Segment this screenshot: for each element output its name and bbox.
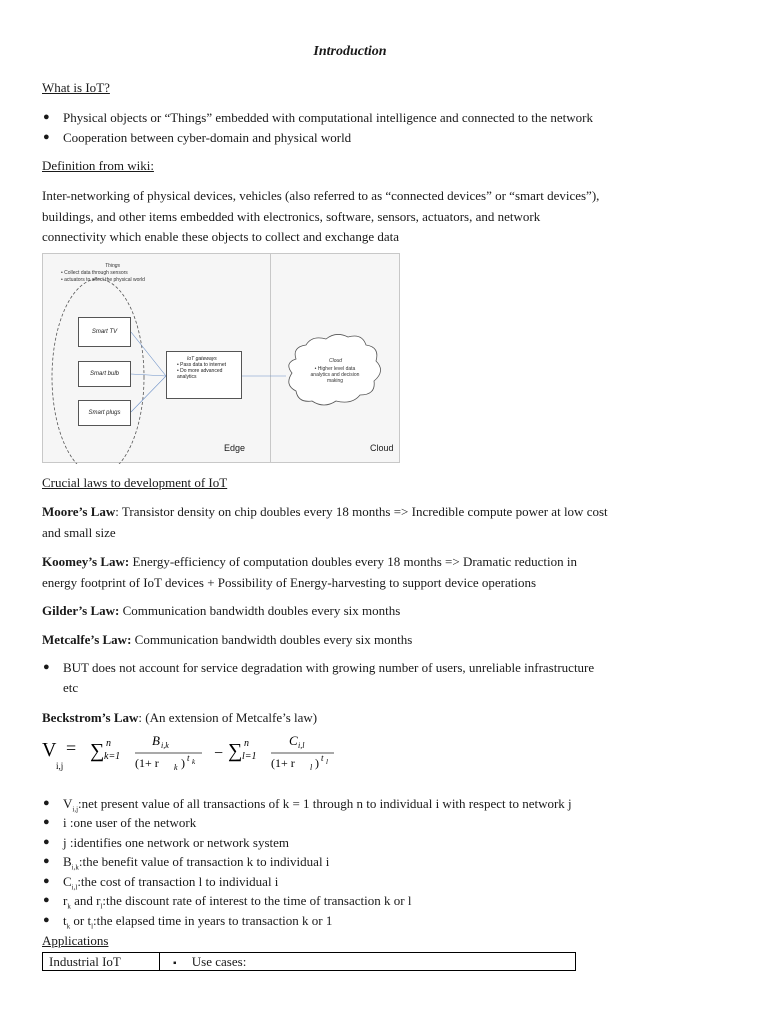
fraction-exponent: t <box>321 753 324 763</box>
definition-text: and r <box>70 893 101 908</box>
things-bullet: • Collect data through sensors <box>61 270 128 276</box>
use-cases-label: Use cases: <box>191 954 247 969</box>
symbol: t <box>63 913 67 928</box>
things-bullet-text: actuators to affect the physical world <box>64 277 145 283</box>
section-heading-what-is-iot: What is IoT? <box>42 80 110 95</box>
bullet-icon: ● <box>43 131 50 143</box>
fraction-numerator-sub: i,k <box>161 741 169 750</box>
law-name: Metcalfe’s Law: <box>42 632 132 647</box>
things-title: Things <box>105 263 121 269</box>
symbol: V <box>63 796 73 811</box>
device-box-smart-plugs: Smart plugs <box>78 400 131 426</box>
page-title: Introduction <box>313 44 387 59</box>
list-item <box>63 874 278 892</box>
gateway-title: IoT gateways <box>187 356 217 362</box>
law-text: Communication bandwidth doubles every six months <box>131 632 413 647</box>
fraction-numerator: C <box>289 733 298 748</box>
definition-text: :net present value of all transactions of k = 1 through n to individual i with respect to network j <box>78 796 572 811</box>
definition-text: :identifies one network or network system <box>69 835 290 850</box>
law-text: energy footprint of IoT devices + Possibility of Energy-harvesting to support device operations <box>42 574 537 590</box>
bullet-icon: ● <box>43 875 50 887</box>
fraction-exponent: t <box>187 753 190 763</box>
bullet-icon: ● <box>43 661 50 673</box>
formula-lhs-sub: i,j <box>56 761 64 771</box>
cloud-bullet-text: Higher level data analytics and decision making <box>310 366 360 384</box>
law-text: : Transistor density on chip doubles every 18 months => Incredible compute power at low cost <box>115 504 608 519</box>
sum-lower: k=1 <box>104 751 121 762</box>
table-cell-content <box>173 953 246 972</box>
gilders-law-paragraph <box>42 601 672 622</box>
things-bullet-text: Collect data through sensors <box>64 270 128 276</box>
sum-symbol: ∑ <box>90 740 105 762</box>
symbol: j <box>63 835 67 850</box>
beckstroms-law-paragraph <box>42 708 672 729</box>
list-item <box>63 854 329 872</box>
list-item: BUT does not account for service degradation with growing number of users, unreliable infrastructure <box>63 660 595 675</box>
bullet-icon: ● <box>43 836 50 848</box>
what-is-iot-list <box>0 110 700 150</box>
definition-text: :the elapsed time in years to transaction k or 1 <box>93 913 333 928</box>
formula-minus: − <box>214 745 224 762</box>
symbol-sub: i,k <box>71 863 79 872</box>
list-item-continuation: etc <box>63 680 79 695</box>
sum-lower: l=1 <box>242 751 257 762</box>
fraction-denominator-sub: k <box>174 763 178 772</box>
symbol: r <box>63 893 68 908</box>
symbol-sub: k <box>66 922 71 931</box>
gateway-bullet-text: Pass data to internet <box>180 362 227 368</box>
fraction-exponent-sub: k <box>192 758 196 766</box>
section-heading-applications: Applications <box>42 933 109 948</box>
paragraph-line: Inter-networking of physical devices, vehicles (also referred to as “connected devices” or “smart devices”), <box>42 188 600 203</box>
sum-upper: n <box>106 738 111 749</box>
list-item <box>63 796 572 814</box>
symbol: i <box>63 815 67 830</box>
fraction-denominator: (1+ r <box>135 756 159 770</box>
list-item: Physical objects or “Things” embedded with computational intelligence and connected to the network <box>63 110 593 125</box>
bullet-icon: ● <box>43 816 50 828</box>
square-bullet-icon: ▪ <box>173 958 177 969</box>
fraction-numerator: B <box>152 733 160 748</box>
fraction-denominator-close: ) <box>315 756 319 770</box>
paragraph-line: buildings, and other items embedded with electronics, software, sensors, actuators, and network <box>42 208 541 224</box>
fraction-denominator-sub: l <box>310 763 313 772</box>
symbol-sub: l <box>91 922 94 931</box>
gateway-bullet: • Pass data to internet <box>177 362 227 368</box>
formula-lhs: V <box>42 739 57 761</box>
law-text: : (An extension of Metcalfe’s law) <box>138 710 318 725</box>
connector-line <box>131 374 166 376</box>
iot-architecture-diagram <box>42 253 400 463</box>
definition-text: or t <box>70 913 92 928</box>
connector-line <box>131 376 166 412</box>
bullet-icon: ● <box>43 797 50 809</box>
gateway-bullet-text: Do more advanced analytics <box>177 368 223 380</box>
list-item <box>63 835 289 851</box>
applications-table <box>42 952 576 971</box>
definition-text: :one user of the network <box>69 815 197 830</box>
bullet-icon: ● <box>43 914 50 926</box>
law-text: and small size <box>42 524 116 540</box>
metcalfe-bullet-list <box>0 660 700 700</box>
section-heading-definition: Definition from wiki: <box>42 158 154 173</box>
list-item: Cooperation between cyber-domain and physical world <box>63 130 352 145</box>
beckstrom-formula <box>42 728 362 778</box>
cloud-title: Cloud <box>329 358 343 364</box>
gateway-box <box>166 351 242 399</box>
fraction-numerator-sub: i,l <box>298 741 305 750</box>
law-text: Energy-efficiency of computation doubles every 18 months => Dramatic reduction in <box>129 554 578 569</box>
law-name: Beckstrom’s Law <box>42 710 139 725</box>
definition-text: :the discount rate of interest to the time of transaction k or l <box>102 893 412 908</box>
formula-definitions-list <box>0 796 700 936</box>
device-box-smart-bulb: Smart bulb <box>78 361 131 387</box>
law-name: Koomey’s Law: <box>42 554 130 569</box>
law-name: Gilder’s Law: <box>42 603 120 618</box>
definition-text: :the benefit value of transaction k to individual i <box>78 854 330 869</box>
law-text: Communication bandwidth doubles every six months <box>119 603 401 618</box>
device-box-smart-tv: Smart TV <box>78 317 131 347</box>
list-item <box>63 913 332 931</box>
symbol-sub: i,l <box>71 883 78 892</box>
gateway-bullet: • Do more advanced analytics <box>177 368 223 380</box>
bullet-icon: ● <box>43 894 50 906</box>
fraction-exponent-sub: l <box>326 758 328 766</box>
symbol-sub: k <box>67 902 71 911</box>
cloud-bullet: • Higher level data analytics and decision making <box>310 366 360 384</box>
connector-line <box>131 332 166 376</box>
metcalfes-law-paragraph <box>42 630 672 651</box>
symbol-sub: i,j <box>72 805 79 814</box>
sum-upper: n <box>244 738 249 749</box>
table-cell-label: Industrial IoT <box>43 953 160 970</box>
bullet-icon: ● <box>43 111 50 123</box>
symbol: B <box>63 854 72 869</box>
list-item <box>63 815 196 831</box>
paragraph-line: connectivity which enable these objects to collect and exchange data <box>42 229 399 244</box>
list-item <box>63 893 411 911</box>
definition-text: :the cost of transaction l to individual i <box>77 874 279 889</box>
edge-label: Edge <box>224 443 246 453</box>
things-bullet: • actuators to affect the physical world <box>61 277 145 283</box>
definition-paragraph <box>42 186 672 248</box>
fraction-denominator-close: ) <box>181 756 185 770</box>
sum-symbol: ∑ <box>228 740 243 762</box>
moores-law-paragraph <box>42 502 672 543</box>
formula-equals: = <box>66 738 77 758</box>
section-heading-laws: Crucial laws to development of IoT <box>42 475 228 490</box>
fraction-denominator: (1+ r <box>271 756 295 770</box>
law-name: Moore’s Law <box>42 504 116 519</box>
bullet-icon: ● <box>43 855 50 867</box>
cloud-label: Cloud <box>370 443 394 453</box>
symbol-sub: l <box>100 902 103 911</box>
koomeys-law-paragraph <box>42 552 672 593</box>
symbol: C <box>63 874 72 889</box>
